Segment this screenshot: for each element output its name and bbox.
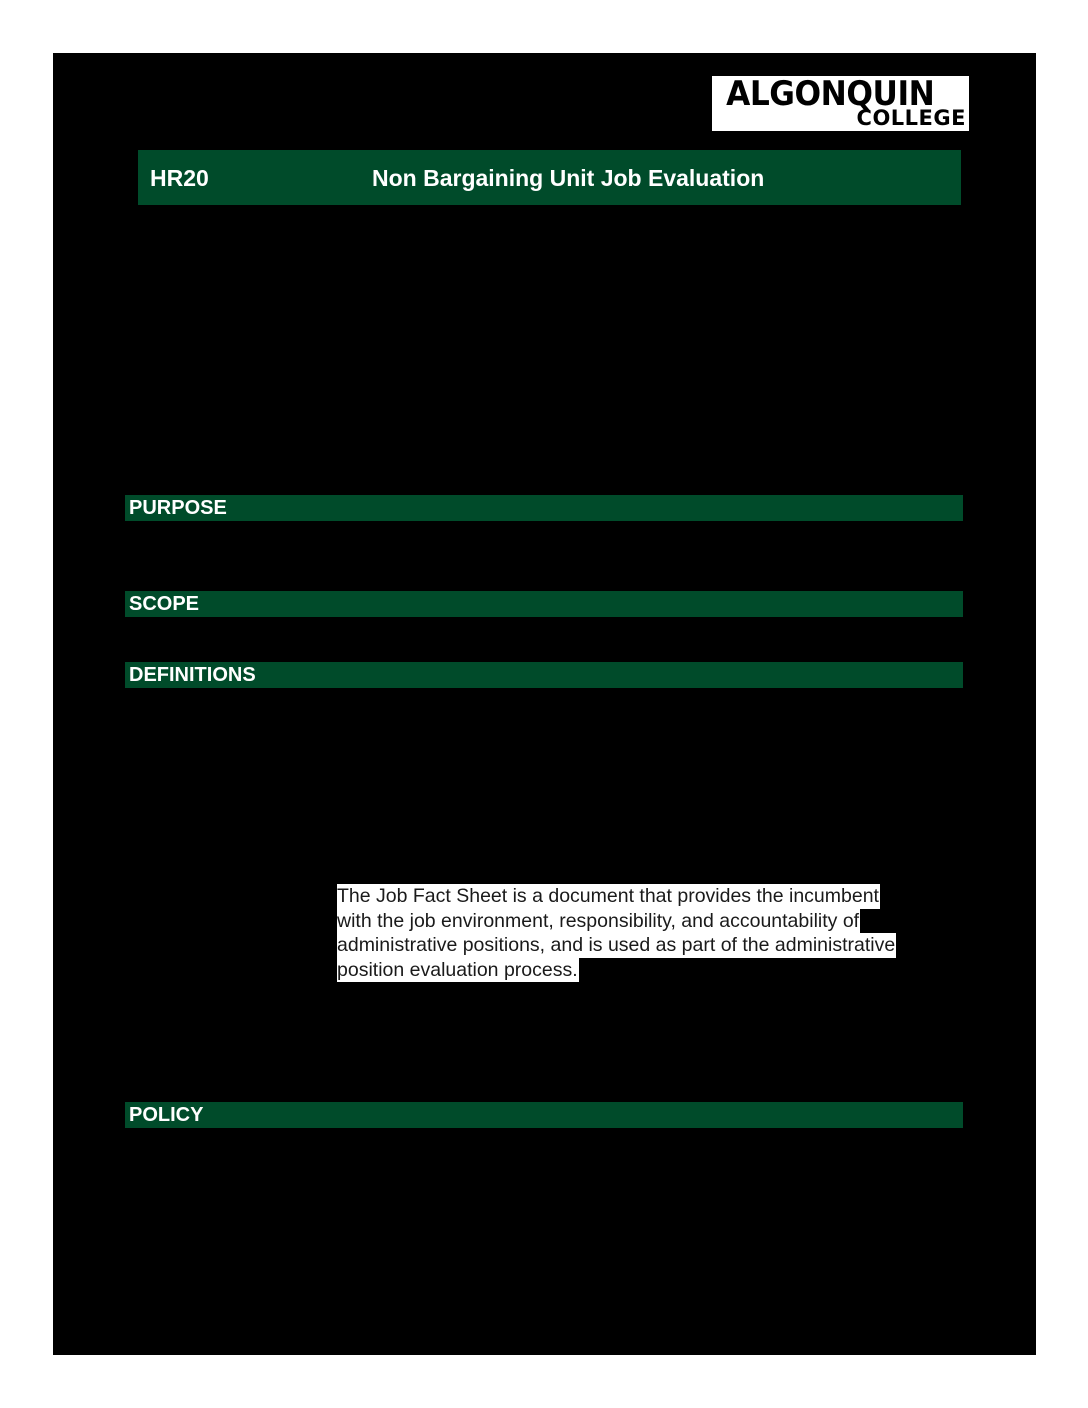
definition-line-text: with the job environment, responsibility, and accountability of	[337, 909, 860, 932]
section-header-policy: POLICY	[125, 1102, 963, 1128]
definition-line	[337, 933, 896, 958]
policy-title-bar	[138, 150, 961, 205]
section-header-purpose: PURPOSE	[125, 495, 963, 521]
algonquin-college-logo	[712, 76, 969, 131]
definition-line-text: position evaluation process.	[337, 958, 578, 981]
section-header-scope: SCOPE	[125, 591, 963, 617]
definition-line-text: The Job Fact Sheet is a document that provides the incumbent	[337, 885, 879, 907]
logo-wordmark: ALGONQUIN	[726, 76, 935, 114]
definition-line	[337, 884, 896, 909]
job-fact-sheet-definition	[337, 884, 896, 982]
definition-line-text: administrative positions, and is used as part of the administrative	[337, 934, 896, 956]
policy-title: Non Bargaining Unit Job Evaluation	[372, 165, 765, 191]
policy-code: HR20	[150, 165, 209, 191]
definition-line	[337, 958, 896, 983]
logo-subtitle: COLLEGE	[856, 106, 966, 130]
definition-line	[337, 909, 896, 934]
section-header-definitions: DEFINITIONS	[125, 662, 963, 688]
redacted-page	[53, 53, 1036, 1355]
